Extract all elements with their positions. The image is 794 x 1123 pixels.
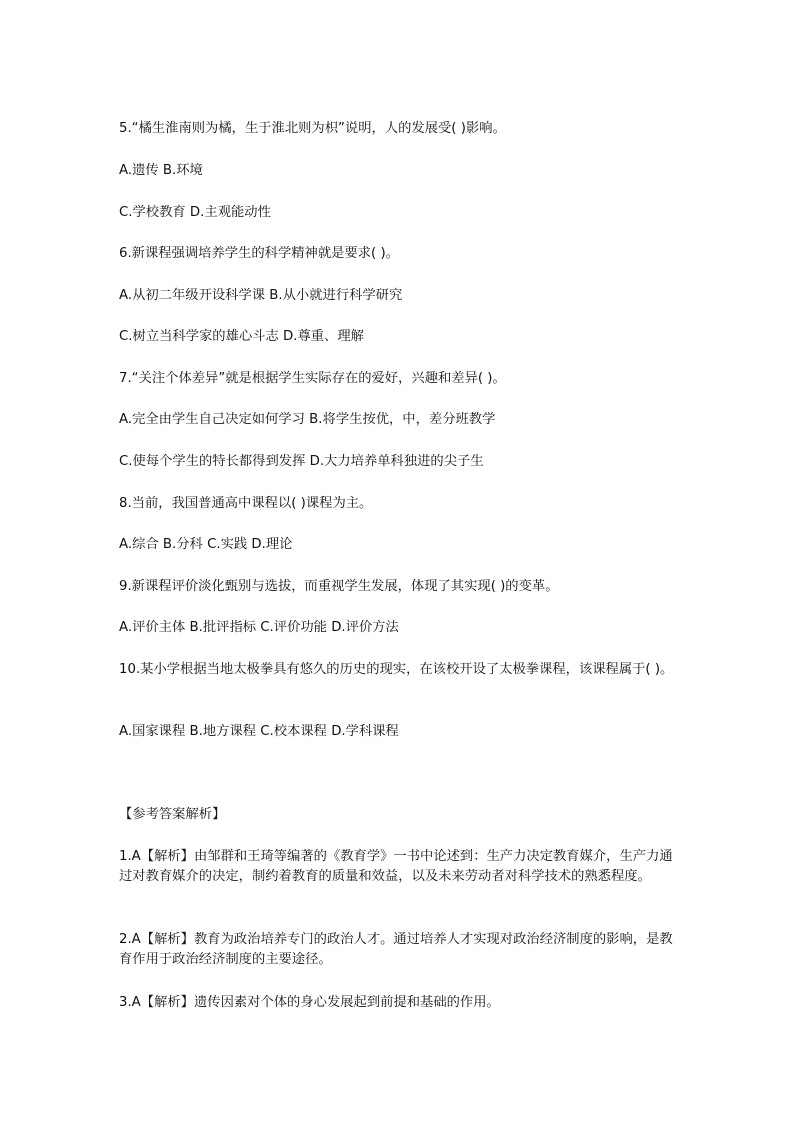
answer-item-2: 2.A【解析】教育为政治培养专门的政治人才。通过培养人才实现对政治经济制度的影响，是教育作用于政治经济制度的主要途径。 <box>119 932 673 967</box>
answer-item-1: 1.A【解析】由邹群和王琦等编著的《教育学》一书中论述到：生产力决定教育媒介，生产力通过对教育媒介的决定，制约着教育的质量和效益，以及未来劳动者对科学技术的熟悉程度。 <box>119 849 673 884</box>
answers-title: 【参考答案解析】 <box>119 807 226 822</box>
question-8-options: A.综合 B.分科 C.实践 D.理论 <box>119 537 293 552</box>
question-6-options-1: A.从初二年级开设科学课 B.从小就进行科学研究 <box>119 288 403 303</box>
question-8-stem: 8.当前，我国普通高中课程以( )课程为主。 <box>119 496 373 511</box>
question-10-stem: 10.某小学根据当地太极拳具有悠久的历史的现实，在该校开设了太极拳课程，该课程属于( )。 <box>119 662 674 677</box>
question-7-options-1: A.完全由学生自己决定如何学习 B.将学生按优，中，差分班教学 <box>119 412 496 427</box>
question-5-options-2: C.学校教育 D.主观能动性 <box>119 205 271 220</box>
question-9-stem: 9.新课程评价淡化甄别与选拔，而重视学生发展，体现了其实现( )的变革。 <box>119 579 559 594</box>
question-10-options: A.国家课程 B.地方课程 C.校本课程 D.学科课程 <box>119 724 399 739</box>
question-6-options-2: C.树立当科学家的雄心斗志 D.尊重、理解 <box>119 329 364 344</box>
question-5-stem: 5.“橘生淮南则为橘，生于淮北则为枳”说明，人的发展受( )影响。 <box>119 121 506 136</box>
question-9-options: A.评价主体 B.批评指标 C.评价功能 D.评价方法 <box>119 620 399 635</box>
question-6-stem: 6.新课程强调培养学生的科学精神就是要求( )。 <box>119 246 399 261</box>
answer-item-3: 3.A【解析】遗传因素对个体的身心发展起到前提和基础的作用。 <box>119 995 500 1010</box>
question-7-options-2: C.使每个学生的特长都得到发挥 D.大力培养单科独进的尖子生 <box>119 454 484 469</box>
question-7-stem: 7.“关注个体差异”就是根据学生实际存在的爱好，兴趣和差异( )。 <box>119 371 506 386</box>
question-5-options-1: A.遗传 B.环境 <box>119 163 203 178</box>
